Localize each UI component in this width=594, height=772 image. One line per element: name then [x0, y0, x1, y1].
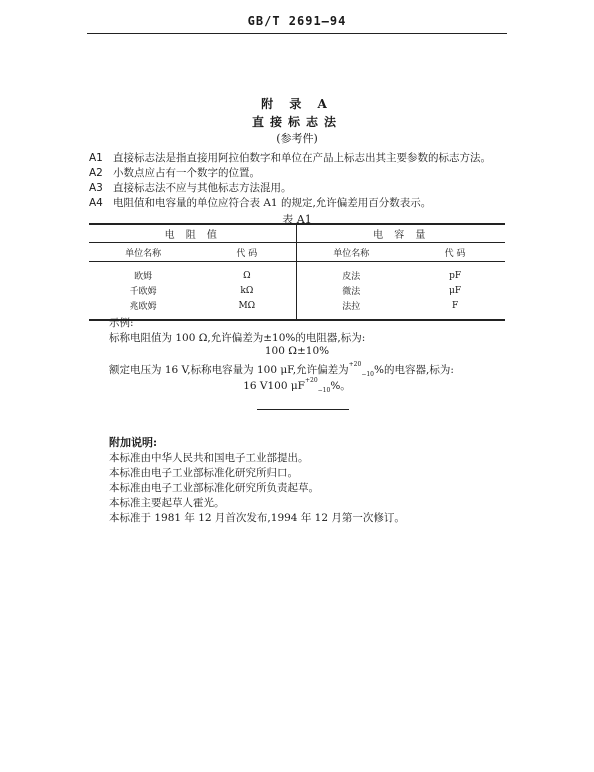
tolerance-upper: +20	[348, 360, 362, 368]
note-line: 本标准于 1981 年 12 月首次发布,1994 年 12 月第一次修订。	[109, 512, 405, 524]
table-cell: F	[405, 298, 505, 320]
clause-a4	[89, 195, 431, 210]
example-resistor-text: 标称电阻值为 100 Ω,允许偏差为±10%的电阻器,标为:	[109, 332, 366, 344]
column-header: 单位名称	[89, 243, 197, 262]
clause-text: 直接标志法是指直接用阿拉伯数字和单位在产品上标志出其主要参数的标志方法。	[113, 152, 491, 164]
table-cell: kΩ	[197, 283, 297, 298]
clause-text: 电阻值和电容量的单位应符合表 A1 的规定,允许偏差用百分数表示。	[113, 197, 432, 209]
table-row	[89, 262, 505, 284]
table-cell: 欧姆	[89, 262, 197, 284]
example-resistor-marking: 100 Ω±10%	[264, 345, 330, 357]
column-header: 代 码	[197, 243, 297, 262]
group-header-capacitance: 电 容 量	[297, 224, 505, 243]
clause-number: A4	[89, 197, 103, 209]
clause-number: A3	[89, 182, 103, 194]
capacitor-text-before: 额定电压为 16 V,标称电容量为 100 μF,允许偏差为	[109, 364, 349, 376]
table-cell: MΩ	[197, 298, 297, 320]
note-line: 本标准由中华人民共和国电子工业部提出。	[109, 452, 309, 464]
notes-heading: 附加说明:	[109, 436, 158, 449]
appendix-label: 附 录 A	[261, 97, 333, 111]
marking-tolerance-upper: +20	[304, 376, 318, 384]
group-header-resistance: 电 阻 值	[89, 224, 297, 243]
table-cell: μF	[449, 285, 462, 296]
capacitor-text-after: %的电容器,标为:	[374, 364, 454, 376]
header-rule	[87, 33, 507, 34]
column-header: 代 码	[405, 243, 505, 262]
marking-tolerance-lower: −10	[317, 387, 331, 395]
note-line: 本标准主要起草人霍光。	[109, 497, 225, 509]
section-separator	[257, 409, 349, 410]
example-capacitor-text	[109, 362, 454, 378]
table-cell: 微法	[342, 287, 361, 297]
table-cell: 法拉	[297, 298, 405, 320]
note-line: 本标准由电子工业部标准化研究所负责起草。	[109, 482, 319, 494]
table-cell: 千欧姆	[129, 287, 157, 297]
table-row	[89, 298, 505, 320]
clause-number: A2	[89, 167, 103, 179]
clause-a2	[89, 165, 260, 180]
example-capacitor-marking	[0, 378, 594, 394]
clause-a1	[89, 150, 491, 165]
appendix-title: 直接标志法	[251, 115, 342, 129]
note-line: 本标准由电子工业部标准化研究所归口。	[109, 467, 298, 479]
table-cell: pF	[405, 262, 505, 284]
clause-number: A1	[89, 152, 103, 164]
clause-text: 小数点应占有一个数字的位置。	[113, 167, 260, 179]
tolerance-lower: −10	[361, 371, 374, 379]
clause-a3	[89, 180, 292, 195]
table-cell: 兆欧姆	[89, 298, 197, 320]
table-row	[89, 283, 505, 298]
table-caption: 表 A1	[282, 213, 312, 226]
example-heading: 示例:	[109, 317, 134, 329]
table-cell: Ω	[197, 262, 297, 284]
appendix-subtitle: (参考件)	[276, 132, 318, 145]
capacitor-marking-prefix: 16 V100 μF	[243, 380, 305, 392]
clause-text: 直接标志法不应与其他标志方法混用。	[113, 182, 292, 194]
column-header: 单位名称	[297, 243, 405, 262]
units-table	[89, 223, 505, 321]
standard-code: GB/T 2691—94	[247, 14, 347, 28]
capacitor-marking-suffix: %。	[330, 380, 351, 392]
table-cell: 皮法	[297, 262, 405, 284]
